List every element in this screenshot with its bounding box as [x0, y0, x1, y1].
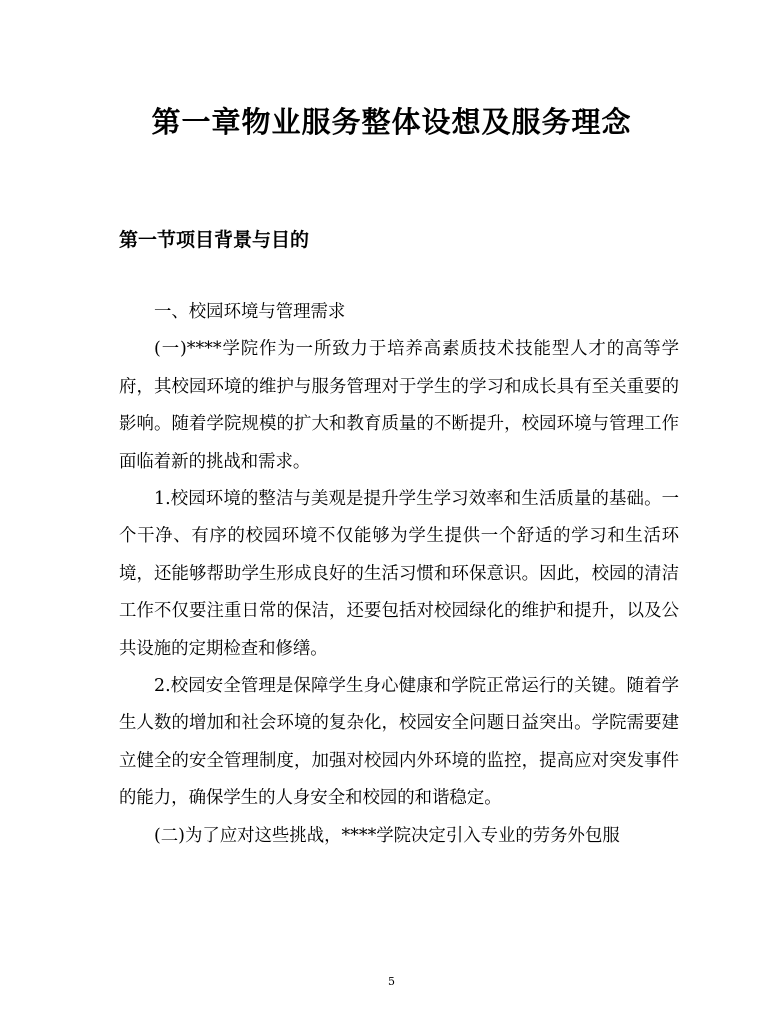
page-number: 5 — [388, 975, 395, 988]
chapter-title: 第一章物业服务整体设想及服务理念 — [151, 105, 632, 139]
paragraph: (二)为了应对这些挑战，****学院决定引入专业的劳务外包服 — [154, 825, 620, 846]
body-text — [119, 294, 679, 855]
subsection-heading: 一、校园环境与管理需求 — [154, 302, 346, 322]
paragraph: 2.校园安全管理是保障学生身心健康和学院正常运行的关键。随着学生人数的增加和社会环境的复杂化，校园安全问题日益突出。学院需要建立健全的安全管理制度，加强对校园内外环境的监控，提高应对突发事件的能力，确保学生的人身安全和校园的和谐稳定。 — [119, 676, 679, 809]
paragraph: (一)****学院作为一所致力于培养高素质技术技能型人才的高等学府，其校园环境的维护与服务管理对于学生的学习和成长具有至关重要的影响。随着学院规模的扩大和教育质量的不断提升，校园环境与管理工作面临着新的挑战和需求。 — [119, 339, 679, 472]
section-title: 第一节项目背景与目的 — [119, 229, 310, 251]
paragraph: 1.校园环境的整洁与美观是提升学生学习效率和生活质量的基础。一个干净、有序的校园环境不仅能够为学生提供一个舒适的学习和生活环境，还能够帮助学生形成良好的生活习惯和环保意识。因此，校园的清洁工作不仅要注重日常的保洁，还要包括对校园绿化的维护和提升，以及公共设施的定期检查和修缮。 — [119, 489, 679, 659]
